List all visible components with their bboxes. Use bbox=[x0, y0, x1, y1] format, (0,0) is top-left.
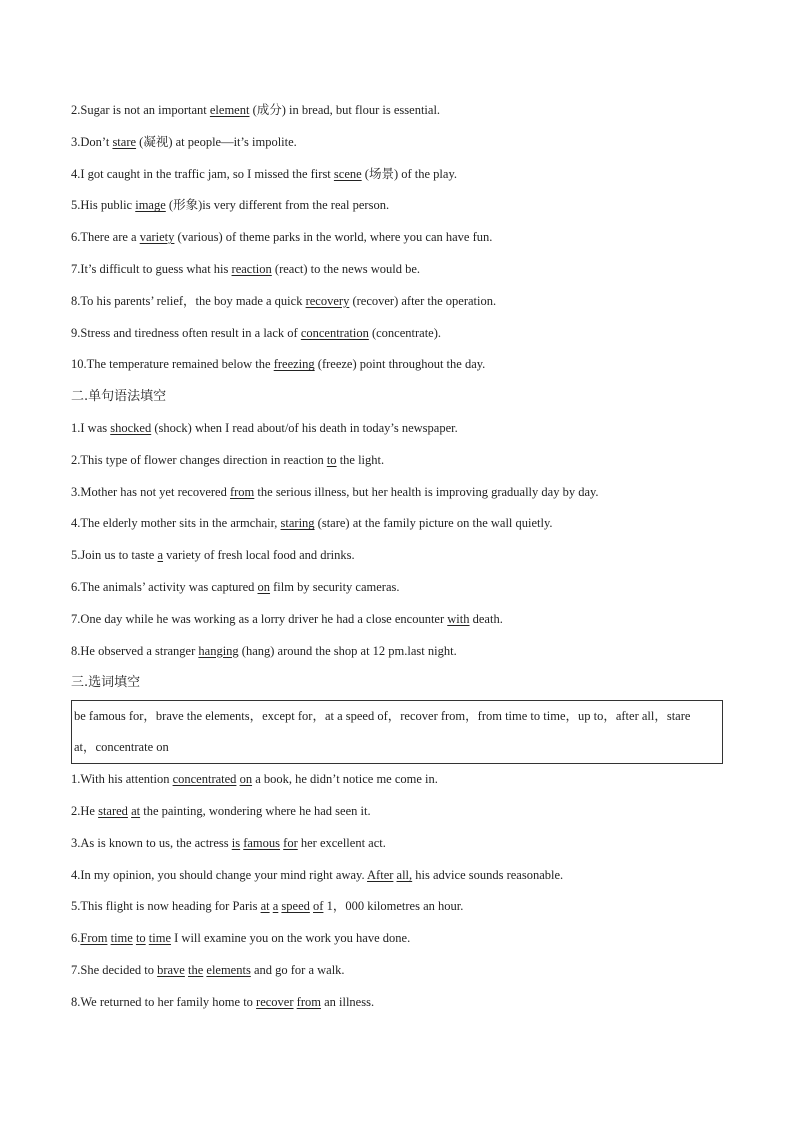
question-text: 8.We returned to her family home to bbox=[71, 994, 257, 1009]
answer-fill: a bbox=[272, 899, 279, 914]
question-line bbox=[71, 254, 727, 286]
answer-fill: at bbox=[260, 899, 270, 914]
question-line bbox=[71, 923, 727, 955]
question-text: a book, he didn’t notice me come in. bbox=[252, 772, 438, 787]
question-line bbox=[71, 318, 727, 350]
answer-fill: stare bbox=[112, 134, 137, 149]
question-text: (hang) around the shop at 12 pm.last night. bbox=[238, 643, 457, 658]
question-text: 2.He bbox=[71, 803, 99, 818]
question-text: 7.It’s difficult to guess what his bbox=[71, 261, 232, 276]
question-text: 7.She decided to bbox=[71, 962, 158, 977]
word-bank-line: at，concentrate on bbox=[74, 740, 169, 755]
question-text: 3.Mother has not yet recovered bbox=[71, 484, 230, 499]
answer-fill: to bbox=[135, 931, 146, 946]
question-text: death. bbox=[469, 611, 503, 626]
question-text: (凝视) at people—it’s impolite. bbox=[136, 134, 297, 149]
question-text: I will examine you on the work you have done. bbox=[171, 931, 411, 946]
question-line bbox=[71, 572, 727, 604]
answer-fill: staring bbox=[280, 516, 315, 531]
answer-fill: speed bbox=[281, 899, 310, 914]
question-text: film by security cameras. bbox=[270, 579, 400, 594]
answer-fill: concentrated bbox=[172, 772, 237, 787]
question-text: (freeze) point throughout the day. bbox=[314, 357, 486, 372]
section-heading: 二.单句语法填空 bbox=[71, 389, 167, 405]
question-text: (concentrate). bbox=[368, 325, 442, 340]
question-text: 8.To his parents’ relief，the boy made a quick bbox=[71, 293, 306, 308]
question-text: 2.Sugar is not an important bbox=[71, 103, 210, 117]
answer-fill: on bbox=[257, 579, 271, 594]
question-line bbox=[71, 796, 727, 828]
answer-fill: concentration bbox=[300, 325, 369, 340]
section-3-questions bbox=[71, 764, 727, 1018]
question-text: 4.In my opinion, you should change your mind right away. bbox=[71, 867, 368, 882]
question-line bbox=[71, 413, 727, 445]
answer-fill: image bbox=[135, 198, 166, 213]
section-heading: 三.选词填空 bbox=[71, 675, 141, 691]
question-text: 3.Don’t bbox=[71, 134, 113, 149]
question-line bbox=[71, 127, 727, 159]
question-text: (various) of theme parks in the world, where you can have fun. bbox=[174, 230, 493, 245]
question-text: the serious illness, but her health is improving gradually day by day. bbox=[254, 484, 599, 499]
question-text: (shock) when I read about/of his death in today’s newspaper. bbox=[151, 420, 458, 435]
question-line bbox=[71, 159, 727, 191]
question-text: 6. bbox=[71, 931, 81, 946]
question-line bbox=[71, 860, 727, 892]
answer-fill: recovery bbox=[305, 293, 350, 308]
answer-fill: stared bbox=[98, 803, 128, 818]
question-line bbox=[71, 190, 727, 222]
answer-fill: scene bbox=[333, 166, 362, 181]
answer-fill: the bbox=[187, 962, 204, 977]
answer-fill: a bbox=[157, 548, 164, 563]
answer-fill: recover bbox=[256, 994, 294, 1009]
answer-fill: is bbox=[231, 835, 241, 850]
answer-fill: all, bbox=[396, 867, 413, 882]
answer-fill: with bbox=[447, 611, 470, 626]
answer-fill: from bbox=[296, 994, 321, 1009]
question-line bbox=[71, 540, 727, 572]
question-text: and go for a walk. bbox=[250, 962, 345, 977]
answer-fill: hanging bbox=[198, 643, 239, 658]
answer-fill: time bbox=[110, 931, 133, 946]
answer-fill: to bbox=[326, 452, 337, 467]
answer-fill: freezing bbox=[273, 357, 315, 372]
question-line bbox=[71, 764, 727, 796]
question-line bbox=[71, 987, 727, 1019]
answer-fill: of bbox=[313, 899, 324, 914]
question-text: 2.This type of flower changes direction in reaction bbox=[71, 452, 327, 467]
answer-fill: for bbox=[283, 835, 298, 850]
answer-fill: shocked bbox=[110, 420, 152, 435]
question-text: 4.The elderly mother sits in the armchair, bbox=[71, 516, 281, 531]
answer-fill: on bbox=[239, 772, 253, 787]
question-text: 1.I was bbox=[71, 420, 111, 435]
question-text: 6.There are a bbox=[71, 230, 140, 245]
answer-fill: After bbox=[367, 867, 394, 882]
question-text: 5.His public bbox=[71, 198, 136, 213]
question-text: 1.With his attention bbox=[71, 772, 173, 787]
question-line bbox=[71, 349, 727, 381]
question-text: his advice sounds reasonable. bbox=[412, 867, 564, 882]
question-text: 6.The animals’ activity was captured bbox=[71, 579, 258, 594]
question-line bbox=[71, 828, 727, 860]
answer-fill: from bbox=[229, 484, 255, 499]
question-text: 7.One day while he was working as a lorry driver he had a close encounter bbox=[71, 611, 448, 626]
question-line bbox=[71, 636, 727, 668]
section-3-word-choice bbox=[71, 667, 727, 1018]
word-bank-box bbox=[71, 700, 723, 764]
question-line bbox=[71, 955, 727, 987]
question-line bbox=[71, 95, 727, 127]
question-line bbox=[71, 222, 727, 254]
answer-fill: variety bbox=[139, 230, 175, 245]
question-text: an illness. bbox=[320, 994, 375, 1009]
section-1-vocabulary bbox=[71, 95, 727, 381]
answer-fill: elements bbox=[206, 962, 251, 977]
answer-fill: time bbox=[148, 931, 172, 946]
question-text: (场景) of the play. bbox=[361, 166, 458, 181]
question-text: 3.As is known to us, the actress bbox=[71, 835, 232, 850]
question-text: (stare) at the family picture on the wall quietly. bbox=[314, 516, 553, 531]
worksheet-content bbox=[71, 95, 727, 1019]
answer-fill: element bbox=[209, 103, 250, 117]
question-text: 5.Join us to taste bbox=[71, 548, 158, 563]
question-text: (react) to the news would be. bbox=[271, 261, 421, 276]
question-text: (形象)is very different from the real person. bbox=[165, 198, 390, 213]
question-text: her excellent act. bbox=[297, 835, 386, 850]
question-text: 5.This flight is now heading for Paris bbox=[71, 899, 261, 914]
question-text: 10.The temperature remained below the bbox=[71, 357, 274, 372]
question-line bbox=[71, 891, 727, 923]
question-line bbox=[71, 445, 727, 477]
answer-fill: From bbox=[80, 931, 108, 946]
question-text: the light. bbox=[336, 452, 385, 467]
question-line bbox=[71, 477, 727, 509]
question-text: (recover) after the operation. bbox=[349, 293, 497, 308]
question-text: 9.Stress and tiredness often result in a lack of bbox=[71, 325, 301, 340]
answer-fill: at bbox=[131, 803, 141, 818]
answer-fill: brave bbox=[157, 962, 185, 977]
question-line bbox=[71, 508, 727, 540]
question-text: variety of fresh local food and drinks. bbox=[163, 548, 355, 563]
question-line bbox=[71, 286, 727, 318]
answer-fill: famous bbox=[243, 835, 281, 850]
answer-fill: reaction bbox=[231, 261, 272, 276]
section-2-grammar bbox=[71, 381, 727, 667]
question-text: (成分) in bread, but flour is essential. bbox=[249, 103, 441, 117]
question-text: 1，000 kilometres an hour. bbox=[323, 899, 464, 914]
word-bank-line: be famous for，brave the elements，except for，at a speed of，recover from，from time to time，up to，after all，stare bbox=[74, 709, 691, 724]
question-text: the painting, wondering where he had seen it. bbox=[140, 803, 371, 818]
question-text: 4.I got caught in the traffic jam, so I missed the first bbox=[71, 166, 334, 181]
question-text: 8.He observed a stranger bbox=[71, 643, 199, 658]
question-line bbox=[71, 604, 727, 636]
